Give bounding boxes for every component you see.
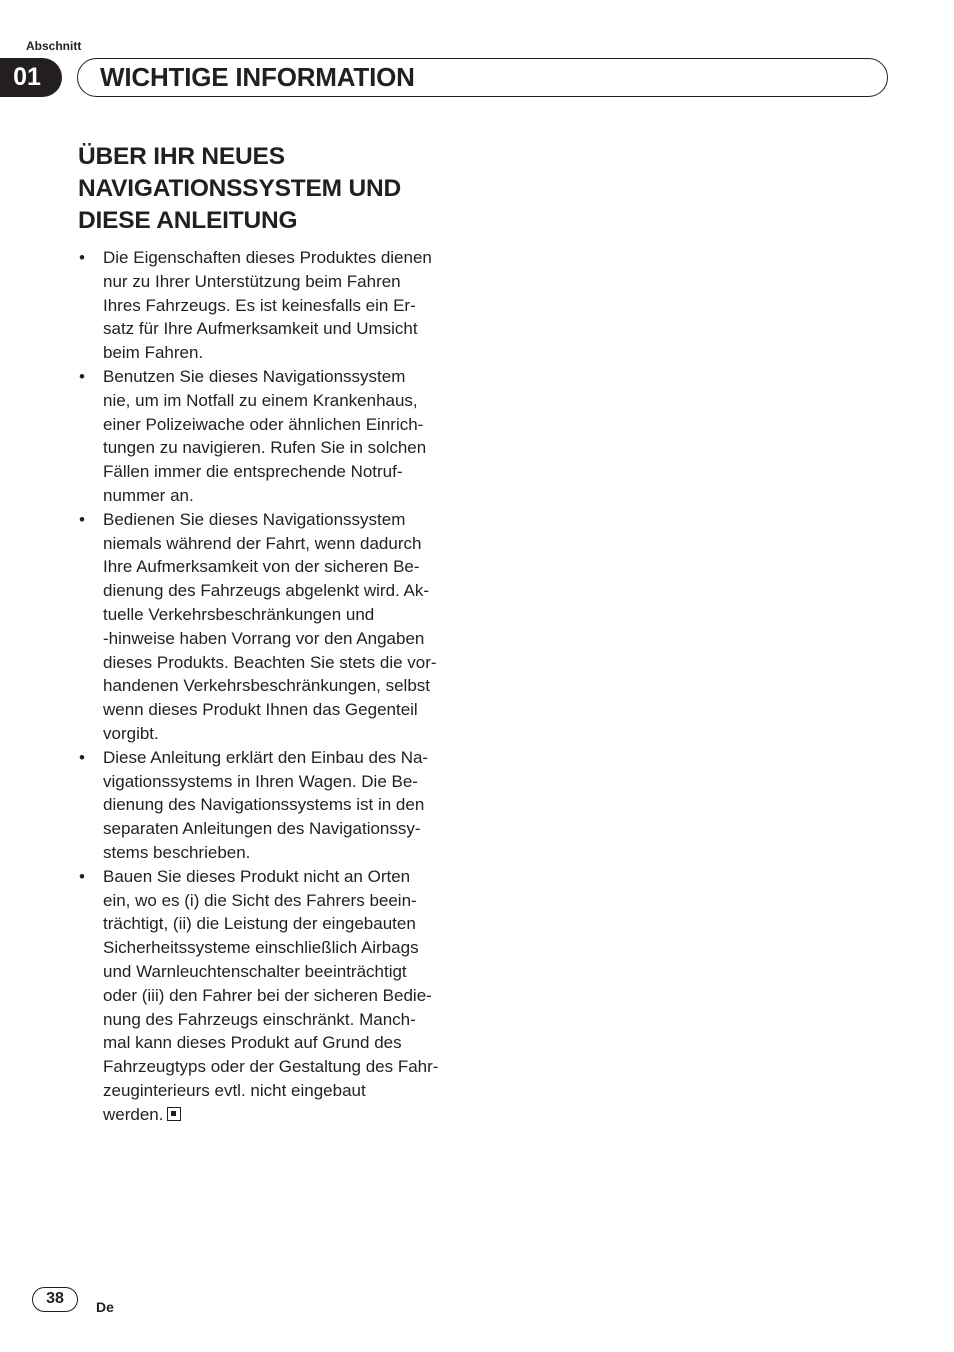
- language-code: De: [96, 1299, 114, 1315]
- bullet-item: [78, 365, 470, 508]
- bullet-text-line: stems beschrieben.: [103, 842, 251, 862]
- bullet-text-line: oder (iii) den Fahrer bei der sicheren Bedie-: [103, 985, 432, 1005]
- bullet-text-line: Die Eigenschaften dieses Produktes dienen: [103, 248, 432, 267]
- heading-line: NAVIGATIONSSYSTEM UND: [78, 175, 401, 202]
- bullet-text-line: handenen Verkehrsbeschränkungen, selbst: [103, 676, 431, 696]
- bullet-item: [78, 865, 470, 1127]
- heading-line: DIESE ANLEITUNG: [78, 207, 298, 234]
- bullet-text-line: nur zu Ihrer Unterstützung beim Fahren: [103, 271, 401, 291]
- bullet-text-line: nummer an.: [103, 485, 194, 505]
- end-of-section-icon: [167, 1107, 181, 1121]
- bullet-text-line: beim Fahren.: [103, 343, 204, 363]
- bullet-text-line: vorgibt.: [103, 723, 159, 743]
- page-number: 38: [32, 1287, 78, 1312]
- bullet-text-line: zeuginterieurs evtl. nicht eingebaut: [103, 1080, 366, 1100]
- bullet-item: [78, 508, 470, 746]
- bullet-point-icon: •: [79, 248, 85, 267]
- bullet-text-line: Ihre Aufmerksamkeit von der sicheren Be-: [103, 557, 420, 577]
- bullet-text-line: Fällen immer die entsprechende Notruf-: [103, 462, 403, 482]
- bullet-text-line: Bedienen Sie dieses Navigationssystem: [103, 509, 406, 529]
- page-heading: [78, 141, 478, 237]
- bullet-text-line: wenn dieses Produkt Ihnen das Gegenteil: [103, 700, 418, 720]
- heading-line: ÜBER IHR NEUES: [78, 143, 285, 170]
- safety-bullet-list: [78, 246, 470, 1126]
- bullet-text-line: nie, um im Notfall zu einem Krankenhaus,: [103, 390, 418, 410]
- bullet-text-line: trächtigt, (ii) die Leistung der eingebauten: [103, 914, 416, 934]
- bullet-text-line: dienung des Navigationssystems ist in den: [103, 795, 425, 815]
- bullet-point-icon: •: [79, 366, 85, 386]
- bullet-text-line: tuelle Verkehrsbeschränkungen und: [103, 604, 375, 624]
- bullet-text-line: Benutzen Sie dieses Navigationssystem: [103, 366, 406, 386]
- bullet-text-line: Ihres Fahrzeugs. Es ist keinesfalls ein Er-: [103, 295, 416, 315]
- bullet-text-line: werden.: [103, 1104, 164, 1124]
- bullet-item: [78, 246, 470, 365]
- bullet-point-icon: •: [79, 509, 85, 529]
- bullet-text-line: und Warnleuchtenschalter beeinträchtigt: [103, 961, 407, 981]
- bullet-text-line: ein, wo es (i) die Sicht des Fahrers beein-: [103, 890, 417, 910]
- bullet-text-line: einer Polizeiwache oder ähnlichen Einrich-: [103, 414, 424, 434]
- bullet-text-line: Diese Anleitung erklärt den Einbau des Na-: [103, 747, 429, 767]
- bullet-point-icon: •: [79, 866, 85, 886]
- bullet-text-line: tungen zu navigieren. Rufen Sie in solchen: [103, 438, 427, 458]
- bullet-text-line: -hinweise haben Vorrang vor den Angaben: [103, 628, 425, 648]
- bullet-text-line: satz für Ihre Aufmerksamkeit und Umsicht: [103, 319, 418, 339]
- bullet-point-icon: •: [79, 747, 85, 767]
- bullet-text-line: Sicherheitssysteme einschließlich Airbags: [103, 938, 419, 958]
- section-label: Abschnitt: [26, 39, 82, 53]
- bullet-text-line: separaten Anleitungen des Navigationssy-: [103, 819, 421, 839]
- bullet-text-line: vigationssystems in Ihren Wagen. Die Be-: [103, 771, 418, 791]
- section-title: WICHTIGE INFORMATION: [100, 62, 415, 92]
- bullet-text-line: dieses Produkts. Beachten Sie stets die vor-: [103, 652, 437, 672]
- bullet-text-line: nung des Fahrzeugs einschränkt. Manch-: [103, 1009, 416, 1029]
- section-number-badge: 01: [0, 58, 62, 97]
- bullet-text-line: Fahrzeugtyps oder der Gestaltung des Fahr-: [103, 1057, 439, 1077]
- bullet-text-line: Bauen Sie dieses Produkt nicht an Orten: [103, 866, 411, 886]
- bullet-text-line: mal kann dieses Produkt auf Grund des: [103, 1033, 402, 1053]
- bullet-text-line: dienung des Fahrzeugs abgelenkt wird. Ak-: [103, 581, 430, 601]
- bullet-item: [78, 746, 470, 865]
- bullet-text-line: niemals während der Fahrt, wenn dadurch: [103, 533, 422, 553]
